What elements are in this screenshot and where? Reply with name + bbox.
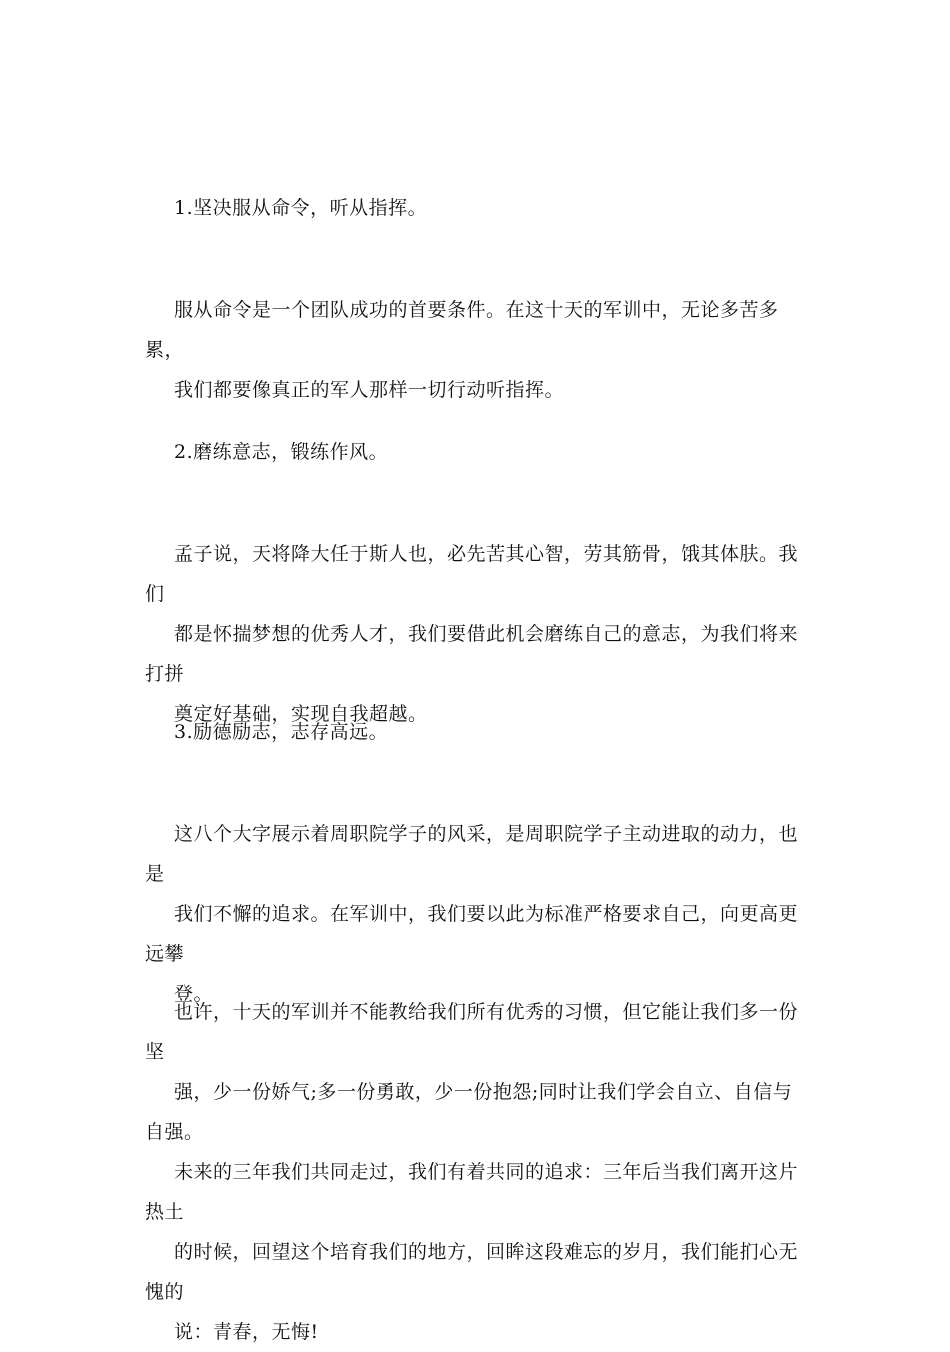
paragraph-line: 孟子说，天将降大任于斯人也，必先苦其心智，劳其筋骨，饿其体肤。我们 [145, 543, 799, 605]
section-1-heading: 1.坚决服从命令，听从指挥。 [174, 197, 428, 219]
paragraph-line: 也许，十天的军训并不能教给我们所有优秀的习惯，但它能让我们多一份坚 [145, 1001, 799, 1063]
paragraph-line: 这八个大字展示着周职院学子的风采，是周职院学子主动进取的动力，也是 [145, 823, 799, 885]
section-3-paragraph [145, 814, 805, 1014]
paragraph-line: 我们都要像真正的军人那样一切行动听指挥。 [174, 379, 565, 401]
paragraph-line: 的时候，回望这个培育我们的地方，回眸这段难忘的岁月，我们能扪心无愧的 [145, 1241, 799, 1303]
paragraph-line: 未来的三年我们共同走过，我们有着共同的追求：三年后当我们离开这片热土 [145, 1161, 799, 1223]
paragraph-line: 强，少一份娇气;多一份勇敢，少一份抱怨;同时让我们学会自立、自信与自强。 [145, 1081, 793, 1143]
section-2-heading: 2.磨练意志，锻练作风。 [174, 441, 389, 463]
section-2-paragraph [145, 534, 805, 734]
paragraph-line: 登。 [174, 983, 214, 1005]
paragraph-line: 服从命令是一个团队成功的首要条件。在这十天的军训中，无论多苦多累， [145, 299, 779, 361]
paragraph-line: 说：青春，无悔! [174, 1321, 319, 1343]
section-1-paragraph [145, 290, 805, 410]
paragraph-line: 都是怀揣梦想的优秀人才，我们要借此机会磨练自己的意志，为我们将来打拼 [145, 623, 799, 685]
closing-paragraph [145, 992, 805, 1352]
paragraph-line: 奠定好基础，实现自我超越。 [174, 703, 428, 725]
section-3-heading: 3.励德励志，志存高远。 [174, 721, 389, 743]
paragraph-line: 我们不懈的追求。在军训中，我们要以此为标准严格要求自己，向更高更远攀 [145, 903, 799, 965]
